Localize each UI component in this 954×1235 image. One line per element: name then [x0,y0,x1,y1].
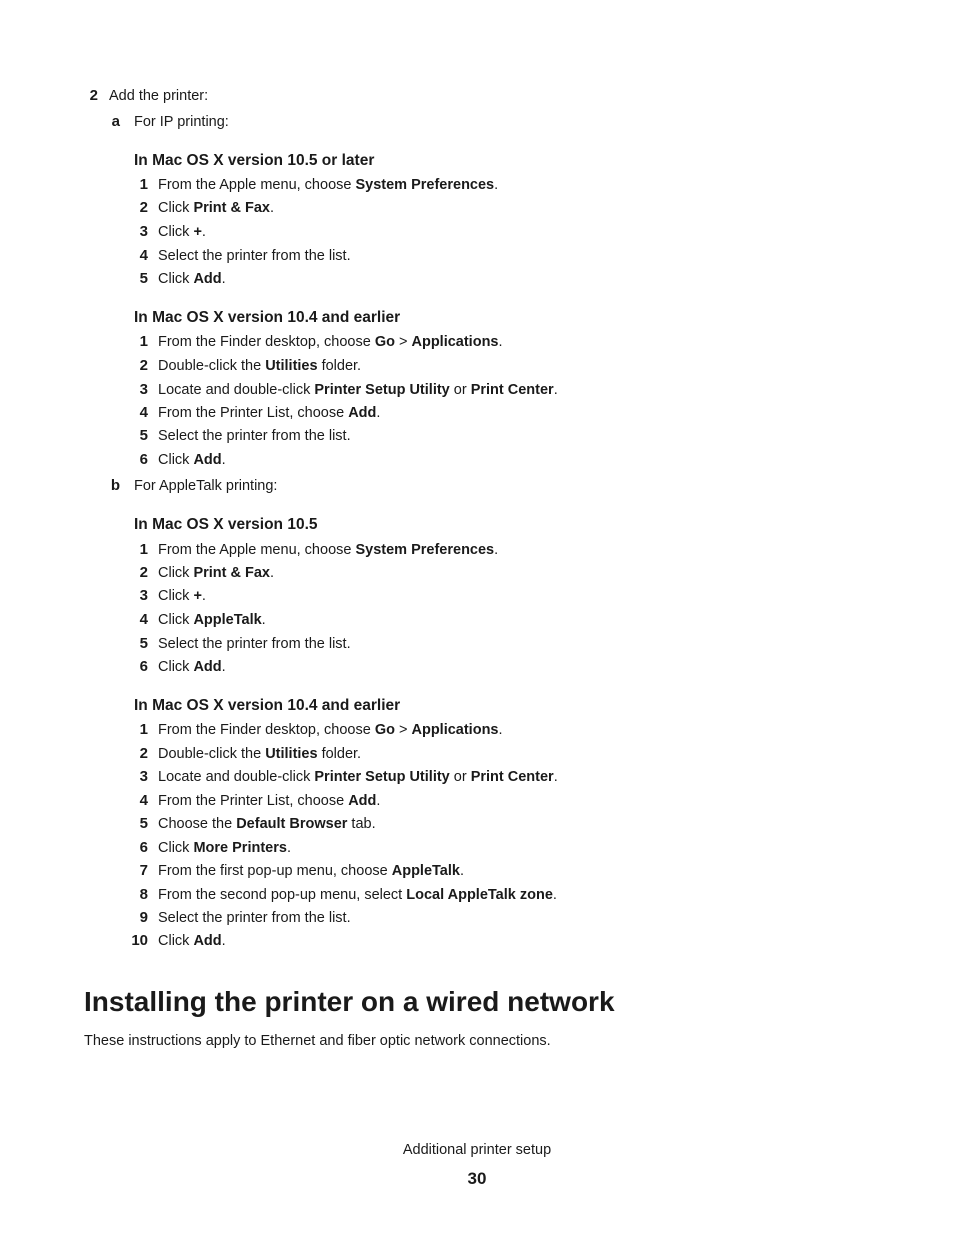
step-text-part: . [498,722,503,738]
step-number: 3 [139,587,148,604]
step-text [158,270,226,288]
subsection-title: In Mac OS X version 10.5 [134,516,318,533]
step-text-part: From the Apple menu, choose [158,177,356,193]
step-text-part: Click [158,612,194,628]
subsection-title: In Mac OS X version 10.4 and earlier [134,309,401,326]
page-number: 30 [467,1169,487,1188]
step-ui-term: AppleTalk [193,612,262,628]
step-number: 3 [139,768,148,785]
step-number: 6 [139,839,148,856]
step-ui-term: Go [374,334,395,350]
step-letter: a [111,113,120,130]
step-text-part: Click [158,840,194,856]
step-ui-term: Printer Setup Utility [314,382,450,398]
step-text-part: . [221,933,226,949]
step-text-part: From the second pop-up menu, select [158,887,407,903]
step-number: 3 [139,223,148,240]
step-text [158,658,226,676]
step-text [158,768,558,786]
step-text: For AppleTalk printing: [134,478,278,494]
step-ui-term: More Printers [193,840,287,856]
step-number: 5 [139,427,148,444]
step-text [158,862,464,880]
step-text-part: . [553,382,558,398]
step-number: 1 [139,541,148,558]
step-text-part: . [286,840,291,856]
step-text-part: . [261,612,266,628]
step-text-part: From the Finder desktop, choose [158,722,375,738]
step-text [158,199,274,217]
step-text-part: Select the printer from the list. [158,428,351,444]
step-ui-term: Print Center [470,382,554,398]
step-number: 1 [139,176,148,193]
step-number: 6 [139,451,148,468]
step-number: 7 [139,862,148,879]
step-ui-term: Add [193,933,222,949]
step-text-part: . [221,271,226,287]
step-ui-term: Add [348,405,377,421]
step-text-part: folder. [317,746,362,762]
step-number: 1 [139,333,148,350]
step-text-part: From the Printer List, choose [158,793,349,809]
step-number: 10 [131,932,148,949]
step-number: 5 [139,815,148,832]
step-number: 6 [139,658,148,675]
step-text-part: . [376,405,381,421]
step-ui-term: Print & Fax [193,200,270,216]
step-number: 2 [139,199,148,216]
step-text-part: . [376,793,381,809]
step-text-part: Select the printer from the list. [158,636,351,652]
step-text-part: or [449,769,471,785]
step-text-part: Click [158,452,194,468]
step-ui-term: Applications [411,722,499,738]
step-text [158,427,351,445]
step-text: For IP printing: [134,114,229,130]
step-text-part: tab. [347,816,376,832]
step-text-part: . [221,659,226,675]
step-number: 2 [139,564,148,581]
step-text-part: . [270,200,275,216]
step-text-part: From the Finder desktop, choose [158,334,375,350]
step-text-part: Click [158,224,194,240]
step-text [158,635,351,653]
step-ui-term: AppleTalk [391,863,460,879]
step-text-part: . [201,224,206,240]
step-ui-term: Utilities [265,358,318,374]
step-text [158,815,376,833]
step-text-part: Locate and double-click [158,382,315,398]
step-text-part: or [449,382,471,398]
step-text-part: Choose the [158,816,237,832]
step-text-part: Click [158,588,194,604]
step-ui-term: + [193,224,202,240]
step-text-part: Double-click the [158,746,266,762]
subsection-title: In Mac OS X version 10.4 and earlier [134,697,401,714]
section-heading: Installing the printer on a wired network [84,986,615,1017]
step-text [158,247,351,265]
step-text-part: Click [158,933,194,949]
step-text [158,587,206,605]
step-ui-term: Default Browser [236,816,348,832]
step-text-part: Click [158,271,194,287]
step-text-part: . [498,334,503,350]
step-text [158,333,503,351]
step-ui-term: Printer Setup Utility [314,769,450,785]
step-text: Add the printer: [109,88,209,104]
step-text-part: . [552,887,557,903]
step-text [158,381,558,399]
step-number: 2 [139,357,148,374]
step-text [158,932,226,950]
step-text-part: > [394,722,412,738]
step-text-part: > [394,334,412,350]
step-text-part: . [494,177,499,193]
step-letter: b [110,477,120,494]
step-text-part: . [553,769,558,785]
step-ui-term: System Preferences [355,177,495,193]
step-number: 3 [139,381,148,398]
section-intro: These instructions apply to Ethernet and fiber optic network connections. [84,1033,551,1049]
step-text-part: From the Apple menu, choose [158,542,356,558]
step-text [158,404,380,422]
step-number: 4 [139,247,148,264]
step-text [158,745,361,763]
step-ui-term: Add [193,452,222,468]
step-text-part: Click [158,565,194,581]
step-text-part: folder. [317,358,362,374]
subsection-title: In Mac OS X version 10.5 or later [134,152,375,169]
step-ui-term: Print Center [470,769,554,785]
step-number: 2 [89,87,98,104]
step-ui-term: Go [374,722,395,738]
step-ui-term: Print & Fax [193,565,270,581]
step-number: 4 [139,611,148,628]
step-text-part: Click [158,200,194,216]
step-text [158,357,361,375]
step-number: 2 [139,745,148,762]
step-text-part: From the first pop-up menu, choose [158,863,392,879]
step-text [158,909,351,927]
step-text [158,839,291,857]
step-number: 8 [139,886,148,903]
step-text-part: Click [158,659,194,675]
step-number: 1 [139,721,148,738]
step-text-part: . [270,565,275,581]
step-ui-term: Add [193,271,222,287]
step-text-part: . [201,588,206,604]
step-text-part: Select the printer from the list. [158,910,351,926]
step-ui-term: Local AppleTalk zone [406,887,553,903]
step-text-part: From the Printer List, choose [158,405,349,421]
step-ui-term: + [193,588,202,604]
step-text [158,223,206,241]
step-ui-term: Add [193,659,222,675]
step-number: 4 [139,792,148,809]
step-ui-term: System Preferences [355,542,495,558]
step-text [158,792,380,810]
step-text [158,721,503,739]
step-number: 5 [139,635,148,652]
step-text-part: Double-click the [158,358,266,374]
step-number: 9 [139,909,148,926]
step-ui-term: Applications [411,334,499,350]
step-text-part: Select the printer from the list. [158,248,351,264]
step-ui-term: Add [348,793,377,809]
step-text-part: . [221,452,226,468]
footer-section-title: Additional printer setup [402,1142,552,1158]
step-text [158,611,266,629]
step-text-part: . [494,542,499,558]
step-ui-term: Utilities [265,746,318,762]
step-number: 5 [139,270,148,287]
step-text [158,564,274,582]
step-text [158,176,498,194]
step-text [158,886,557,904]
step-number: 4 [139,404,148,421]
step-text-part: . [459,863,464,879]
step-text [158,541,498,559]
step-text [158,451,226,469]
step-text-part: Locate and double-click [158,769,315,785]
